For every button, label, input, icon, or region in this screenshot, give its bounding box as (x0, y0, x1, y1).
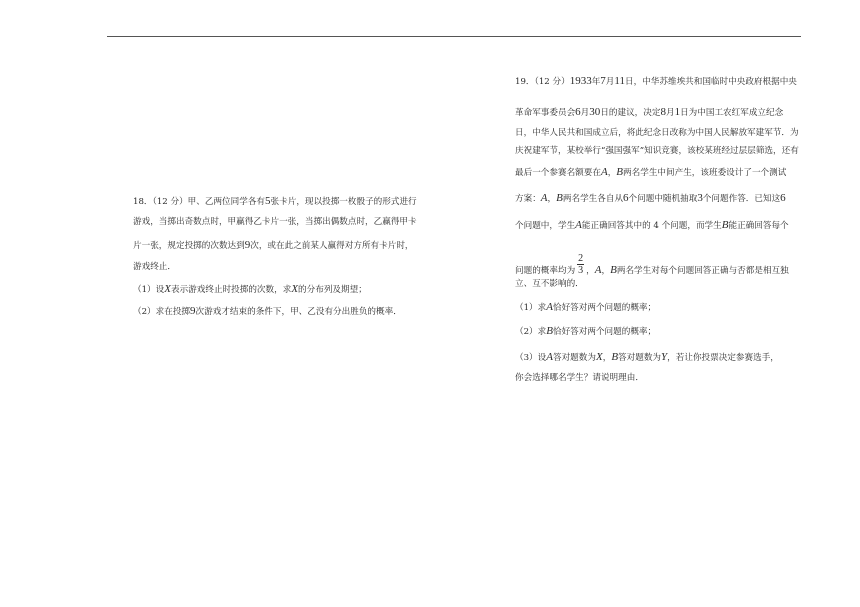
q19-line-1 (515, 76, 797, 87)
text-run: 日为中国工农红军成立纪念 (680, 108, 784, 118)
q19-line-7 (515, 220, 789, 231)
q19-line-4 (515, 147, 799, 156)
text-run: ， (607, 168, 617, 178)
text-run: 日，中华人民共和国成立后，将此纪念日改称为中国人民解放军建军节．为 (515, 128, 799, 138)
math-number: 5 (265, 195, 271, 207)
q19-line-13 (515, 374, 644, 383)
math-number: 9 (244, 239, 251, 251)
q19-line-2 (515, 107, 783, 118)
fraction-denominator: 3 (578, 265, 584, 276)
text-run: 次游戏才结束的条件下，甲、乙没有分出胜负的概率． (195, 307, 402, 317)
q18-line-3 (133, 240, 414, 251)
text-run: 游戏，当掷出奇数点时，甲赢得乙卡片一张，当掷出偶数点时，乙赢得甲卡 (133, 217, 417, 227)
q18-part-1 (133, 284, 367, 295)
header-rule (107, 36, 801, 37)
text-run: 片一张，规定投掷的次数达到 (133, 241, 245, 251)
text-run: 的分布列及期望； (298, 285, 367, 295)
text-run: ， (547, 194, 557, 204)
fraction-two-thirds (577, 253, 584, 276)
text-run: 庆祝建军节，某校举行“强国强军”知识竞赛，该校某班经过层层筛选，还有 (515, 146, 799, 156)
text-run: 你会选择哪名学生？请说明理由． (515, 373, 644, 383)
fraction-numerator: 2 (578, 253, 584, 264)
text-run: （1）设 (133, 285, 165, 295)
text-run: 个问题中随机抽取 (628, 194, 698, 204)
math-number: 1 (674, 106, 681, 118)
text-run: 恰好答对两个问题的概率； (552, 303, 657, 313)
text-run: ， (586, 266, 595, 276)
q18-part-2 (133, 306, 402, 317)
math-number: 9 (190, 305, 196, 317)
q19-line-9 (515, 280, 584, 289)
text-run: 个问题中，学生 (515, 221, 576, 231)
text-run: 张卡片，现以投掷一枚骰子的形式进行 (270, 197, 417, 207)
text-run: 18．（12 分）甲、乙两位同学各有 (133, 197, 266, 207)
math-variable: A (540, 192, 548, 204)
math-number: 6 (575, 106, 581, 118)
math-variable: Y (661, 351, 668, 363)
q18-line-2 (133, 218, 417, 227)
math-variable: A (546, 351, 553, 363)
text-run: 答对题数为 (552, 353, 596, 363)
text-run: 两名学生对每个问题回答正确与否都是相互独 (616, 266, 789, 276)
math-variable: A (600, 166, 608, 178)
text-run: 能正确回答其中的 4 个问题，而学生 (581, 221, 722, 231)
math-variable: A (575, 219, 582, 231)
math-variable: X (291, 283, 299, 295)
text-run: 最后一个参赛名额要在 (515, 168, 601, 178)
q19-line-8-lead: 问题的概率均为 (515, 266, 576, 276)
math-variable: A (546, 301, 553, 313)
text-run: ， (602, 353, 612, 363)
math-number: 30 (589, 106, 601, 118)
text-run: （2）求 (515, 327, 547, 337)
text-run: 游戏终止． (133, 262, 176, 272)
text-run: 个问题作答．已知这 (702, 194, 781, 204)
text-run: （2）求在投掷 (133, 307, 191, 317)
text-run: 革命军事委员会 (515, 108, 576, 118)
text-run: 日的建议，决定 (600, 108, 661, 118)
math-variable: X (164, 283, 171, 295)
math-variable: A (594, 264, 602, 276)
math-number: 3 (697, 192, 703, 204)
text-run: ，若让你投票决定参赛选手， (667, 353, 779, 363)
math-number: 1933 (569, 75, 592, 87)
text-run: ， (601, 266, 611, 276)
math-variable: B (611, 351, 619, 363)
q19-line-6 (515, 193, 786, 204)
math-number: 11 (614, 75, 625, 87)
math-variable: B (546, 325, 553, 337)
q19-line-5 (515, 167, 786, 178)
q19-line-8-rest (586, 266, 789, 276)
math-number: 6 (623, 192, 629, 204)
text-run: 日，中华苏维埃共和国临时中央政府根据中央 (625, 77, 797, 87)
text-run: 方案： (515, 194, 541, 204)
math-number: 8 (660, 106, 666, 118)
text-run: 月 (580, 108, 590, 118)
text-run: 立、互不影响的． (515, 279, 584, 289)
text-run: 能正确回答每个 (728, 221, 789, 231)
text-run: 19．（12 分） (515, 77, 570, 87)
text-run: 年 (591, 77, 601, 87)
math-variable: B (610, 264, 617, 276)
q19-part-2 (515, 326, 656, 337)
text-run: 两名学生中间产生，该班委设计了一个测试 (623, 168, 787, 178)
text-run: 答对题数为 (618, 353, 662, 363)
math-number: 7 (600, 75, 606, 87)
math-variable: B (721, 219, 729, 231)
text-run: 表示游戏终止时投掷的次数，求 (170, 285, 292, 295)
q19-part-1 (515, 302, 656, 313)
text-run: （1）求 (515, 303, 547, 313)
math-number: 6 (780, 192, 786, 204)
math-variable: B (616, 166, 624, 178)
q18-line-1 (133, 196, 417, 207)
text-run: （3）设 (515, 353, 547, 363)
math-variable: B (556, 192, 563, 204)
q19-line-3 (515, 129, 799, 138)
text-run: 月 (665, 108, 675, 118)
text-run: 恰好答对两个问题的概率； (552, 327, 657, 337)
text-run: 两名学生各自从 (562, 194, 624, 204)
math-variable: X (595, 351, 603, 363)
text-run: 次，或在此之前某人赢得对方所有卡片时， (250, 241, 414, 251)
q19-part-3 (515, 352, 779, 363)
q18-line-4 (133, 263, 176, 272)
text-run: 月 (605, 77, 615, 87)
